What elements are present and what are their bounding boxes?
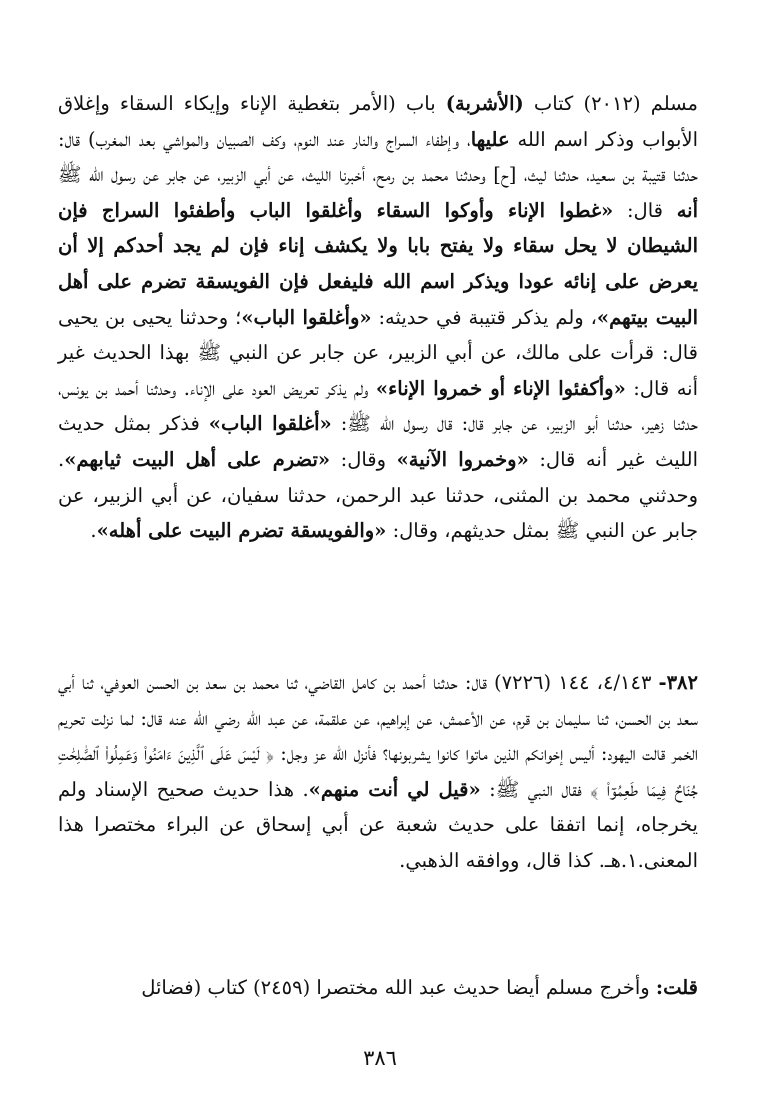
bold-text-run: قلت: — [655, 976, 698, 999]
bold-text-run: «قيل لي أنت منهم» — [308, 777, 481, 801]
bold-text-run: ٣٨٢- — [658, 671, 698, 694]
text-run: ولم يذكر تعريض العود على الإناء. وحدثنا أحمد بن يونس، حدثنا زهير، حدثنا أبو الزبير، عن جابر قال: قال رسول الله ﷺ: — [58, 376, 699, 436]
text-run: ٤/١٤٣، ١٤٤ (٧٢٢٦) قال: حدثنا أحمد بن كامل القاضي، ثنا محمد بن سعد بن الحسن العوفي، ثنا أبي سعد بن الحسن، ثنا سليمان بن قرم، عن الأعمش، عن إبراهيم، عن علقمة، عن عبد الله رضي الله عنه قال: لما نزلت تحريم الخمر قالت اليهود: أليس إخوانكم الذين ماتوا كانوا يشربونها؟ فأنزل الله عز وجل: ﴿ لَيْسَ عَلَى ٱلَّذِينَ ءَامَنُوا۟ وَعَمِلُوا۟ ٱلصَّٰلِحَٰتِ جُنَاحٌ فِيمَا طَعِمُوٓا۟ ﴾ فقال النبي ﷺ: — [58, 671, 698, 801]
text-run: وقال: — [330, 447, 397, 471]
text-run: ؛ وحدثنا يحيى بن يحيى قال: قرأت على مالك، عن أبي الزبير، عن جابر عن النبي ﷺ بهذا الحديث غير أنه قال: — [58, 305, 698, 400]
bold-text-run: عليها — [470, 127, 510, 151]
text-run: ، وإطفاء السراج والنار عند النوم، وكف الصبيان والمواشي بعد المغرب) قال: حدثنا قتيبة بن سعيد، حدثنا ليث، [ح] وحدثنا محمد بن رمح، أخبرنا الليث، عن أبي الزبير، عن جابر عن رسول الله ﷺ — [58, 127, 698, 187]
bold-text-run: «وأغلقوا الباب» — [241, 305, 372, 329]
text-run: قال: — [613, 198, 677, 222]
text-run: ، ولم يذكر قتيبة في حديثه: — [371, 305, 597, 329]
bold-text-run: «وأكفئوا الإناء أو خمروا الإناء» — [375, 376, 626, 400]
bold-text-run: (الأشربة) — [445, 92, 524, 115]
bold-text-run: «أغلقوا الباب» — [208, 412, 332, 436]
bold-text-run: «غطوا الإناء وأوكوا السقاء وأغلقوا الباب وأطفئوا السراج فإن الشيطان لا يحل سقاء ولا يفتح بابا ولا يكشف إناء فإن لم يجد أحدكم إلا أن يعرض على إنائه عودا ويذكر اسم الله فليفعل فإن الفويسقة تضرم على أهل البيت بيتهم» — [58, 198, 698, 329]
text-run: فذكر بمثل حديث الليث غير أنه قال: — [58, 412, 698, 471]
text-run: . وحدثني محمد بن المثنى، حدثنا عبد الرحمن، حدثنا سفيان، عن أبي الزبير، عن جابر عن النبي ﷺ بمثل حديثهم، وقال: — [58, 447, 698, 543]
hadith-commentary-paragraph — [58, 86, 698, 549]
bold-text-run: «والفويسقة تضرم البيت على أهله» — [96, 519, 387, 543]
text-run: . هذا حديث صحيح الإسناد ولم يخرجاه، إنما اتفقا على حديث شعبة عن أبي إسحاق عن البراء مختصرا هذا المعنى.١.هـ. كذا قال، ووافقه الذهبي. — [58, 777, 698, 872]
page-number: ٣٨٦ — [363, 1046, 397, 1070]
hadith-382-paragraph — [58, 665, 698, 879]
bold-text-run: «تضرم على أهل البيت ثيابهم» — [64, 447, 331, 471]
text-run: . — [90, 519, 97, 543]
text-run: مسلم (٢٠١٢) كتاب — [523, 92, 698, 115]
text-run: باب (الأمر بتغطية الإناء وإيكاء السقاء وإغلاق الأبواب وذكر اسم الله — [58, 92, 698, 151]
text-run: وأخرج مسلم أيضا حديث عبد الله مختصرا (٢٤٥٩) كتاب (فضائل — [141, 976, 656, 999]
bold-text-run: أنه — [676, 198, 698, 222]
bold-text-run: «وخمروا الآنية» — [396, 447, 529, 471]
note-paragraph — [58, 970, 698, 1006]
